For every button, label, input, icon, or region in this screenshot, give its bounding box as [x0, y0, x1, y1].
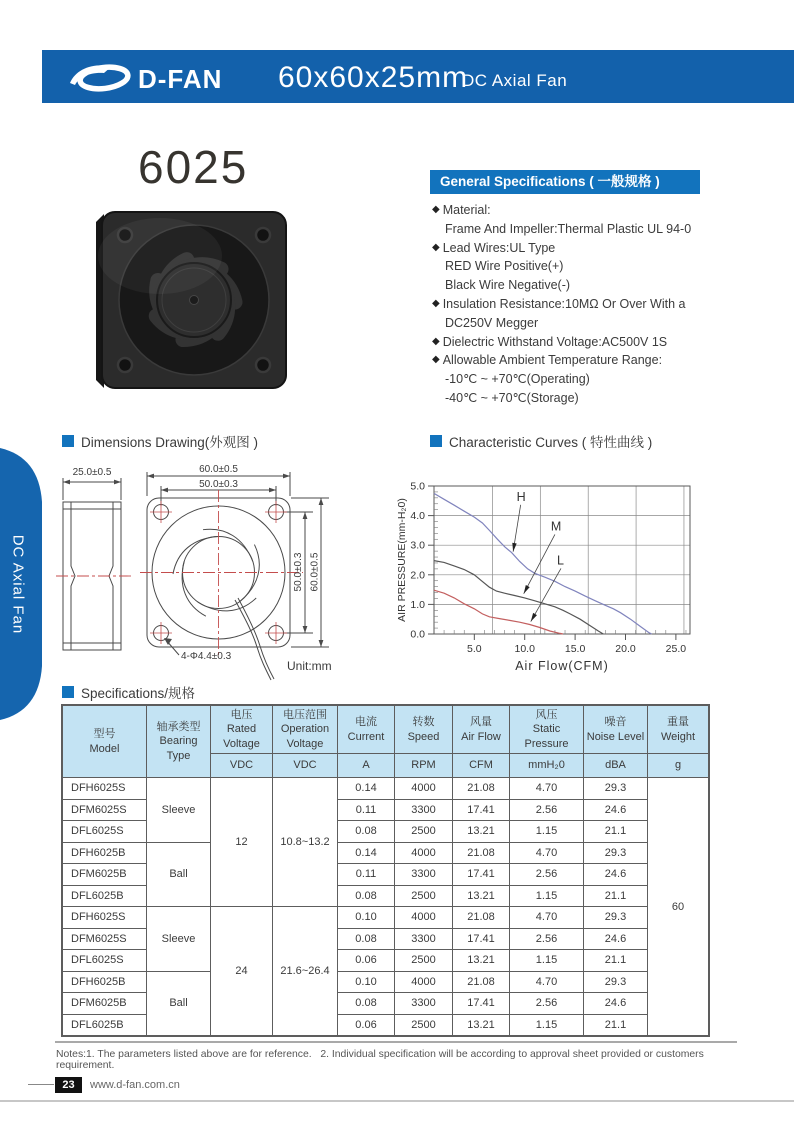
- spec-line: [432, 257, 788, 276]
- col-voltage: 电压 Rated Voltage: [211, 706, 273, 754]
- section-specifications-label: Specifications/规格: [81, 686, 196, 701]
- current-cell: 0.06: [338, 1014, 395, 1036]
- dfan-logo-icon: [68, 60, 134, 94]
- spec-line: [432, 295, 788, 314]
- svg-text:M: M: [550, 519, 562, 534]
- pressure-cell: 1.15: [510, 821, 584, 843]
- noise-cell: 21.1: [584, 885, 648, 907]
- current-cell: 0.10: [338, 971, 395, 993]
- fan-product-photo: [90, 208, 296, 394]
- spec-table-body: [63, 778, 709, 1036]
- spec-line: [432, 351, 788, 370]
- noise-cell: 24.6: [584, 864, 648, 886]
- general-specs-list: [432, 201, 788, 408]
- airflow-cell: 21.08: [453, 778, 510, 800]
- model-cell: DFL6025B: [63, 1014, 147, 1036]
- unit-current: A: [338, 754, 395, 778]
- col-weight: 重量 Weight: [648, 706, 709, 754]
- current-cell: 0.08: [338, 928, 395, 950]
- col-bearing: 轴承类型 Bearing Type: [147, 706, 211, 778]
- model-cell: DFH6025B: [63, 971, 147, 993]
- speed-cell: 4000: [395, 778, 453, 800]
- pressure-cell: 4.70: [510, 842, 584, 864]
- diamond-bullet-icon: ◆: [432, 204, 440, 215]
- col-current: 电流 Current: [338, 706, 395, 754]
- noise-cell: 24.6: [584, 799, 648, 821]
- page-title-size: 60x60x25mm: [278, 61, 469, 94]
- dim-unit: Unit:mm: [287, 659, 332, 673]
- svg-text:AIR PRESSURE(mm-H₂0): AIR PRESSURE(mm-H₂0): [396, 498, 408, 622]
- table-row: [63, 907, 709, 929]
- model-cell: DFH6025S: [63, 907, 147, 929]
- section-bullet-icon: [430, 435, 442, 447]
- col-pressure: 风压 Static Pressure: [510, 706, 584, 754]
- bearing-cell: Ball: [147, 842, 211, 907]
- pressure-cell: 2.56: [510, 928, 584, 950]
- dim-side-width: 25.0±0.5: [72, 467, 112, 478]
- current-cell: 0.08: [338, 821, 395, 843]
- col-speed: 转数 Speed: [395, 706, 453, 754]
- speed-cell: 2500: [395, 1014, 453, 1036]
- header-band: [42, 50, 794, 103]
- section-specifications: [62, 682, 195, 702]
- speed-cell: 4000: [395, 971, 453, 993]
- diamond-bullet-icon: ◆: [432, 354, 440, 366]
- model-cell: DFH6025S: [63, 778, 147, 800]
- model-number-title: 6025: [138, 141, 249, 193]
- svg-text:Air Flow(CFM): Air Flow(CFM): [515, 659, 609, 673]
- airflow-cell: 17.41: [453, 993, 510, 1015]
- diamond-bullet-icon: ◆: [432, 241, 440, 253]
- spec-line-text: -10℃ ~ +70℃(Operating): [445, 372, 590, 387]
- svg-text:2.0: 2.0: [410, 569, 425, 582]
- section-bullet-icon: [62, 686, 74, 698]
- spec-line-text: Insulation Resistance:10MΩ Or Over With a: [442, 296, 686, 311]
- noise-cell: 21.1: [584, 950, 648, 972]
- airflow-cell: 21.08: [453, 842, 510, 864]
- side-tab: [4, 438, 32, 730]
- spec-table: [62, 705, 708, 1036]
- side-tab-label: DC Axial Fan: [9, 534, 27, 634]
- airflow-cell: 17.41: [453, 928, 510, 950]
- notes-line: Notes:1. The parameters listed above are for reference. 2. Individual specification will be according to approval sheet provided or customers requirement.: [56, 1049, 707, 1071]
- spec-line: [432, 314, 788, 333]
- svg-text:25.0: 25.0: [665, 643, 687, 655]
- dim-hole-note: 4-Φ4.4±0.3: [181, 651, 232, 662]
- model-cell: DFL6025S: [63, 950, 147, 972]
- divider-line: [55, 1041, 737, 1043]
- unit-noise: dBA: [584, 754, 648, 778]
- svg-text:3.0: 3.0: [410, 539, 425, 552]
- pressure-cell: 1.15: [510, 885, 584, 907]
- dimensions-drawing: [55, 462, 395, 690]
- bottom-border-line: [0, 1100, 794, 1102]
- section-curves-label: Characteristic Curves ( 特性曲线 ): [449, 435, 653, 450]
- model-cell: DFL6025S: [63, 821, 147, 843]
- unit-voltage: VDC: [211, 754, 273, 778]
- speed-cell: 2500: [395, 821, 453, 843]
- section-dimensions-label: Dimensions Drawing(外观图 ): [81, 435, 259, 450]
- voltage-cell: 24: [211, 907, 273, 1036]
- section-dimensions: [62, 431, 258, 451]
- diamond-bullet-icon: ◆: [432, 335, 440, 347]
- model-cell: DFL6025B: [63, 885, 147, 907]
- spec-line-text: RED Wire Positive(+): [445, 259, 564, 274]
- section-curves: [430, 431, 652, 451]
- pressure-cell: 2.56: [510, 799, 584, 821]
- col-model: 型号 Model: [63, 706, 147, 778]
- model-cell: DFM6025S: [63, 928, 147, 950]
- svg-text:5.0: 5.0: [410, 480, 425, 493]
- brand-name: D-FAN: [138, 64, 223, 94]
- speed-cell: 4000: [395, 907, 453, 929]
- footer-tick-line: [28, 1084, 54, 1085]
- spec-line: [432, 276, 788, 295]
- dim-outer-width: 60.0±0.5: [199, 464, 238, 475]
- spec-line: [432, 239, 788, 258]
- speed-cell: 3300: [395, 993, 453, 1015]
- spec-line-text: -40℃ ~ +70℃(Storage): [445, 390, 579, 405]
- svg-text:10.0: 10.0: [514, 643, 535, 655]
- airflow-cell: 21.08: [453, 971, 510, 993]
- pressure-cell: 2.56: [510, 864, 584, 886]
- unit-range: VDC: [273, 754, 338, 778]
- section-bullet-icon: [62, 435, 74, 447]
- airflow-cell: 21.08: [453, 907, 510, 929]
- svg-text:5.0: 5.0: [467, 643, 482, 655]
- spec-line-text: Frame And Impeller:Thermal Plastic UL 94-0: [445, 221, 692, 236]
- svg-text:H: H: [516, 489, 526, 504]
- pressure-cell: 4.70: [510, 971, 584, 993]
- speed-cell: 2500: [395, 950, 453, 972]
- pressure-cell: 4.70: [510, 778, 584, 800]
- noise-cell: 24.6: [584, 928, 648, 950]
- speed-cell: 3300: [395, 928, 453, 950]
- svg-text:L: L: [556, 553, 564, 568]
- noise-cell: 21.1: [584, 821, 648, 843]
- spec-line-text: Black Wire Negative(-): [445, 278, 571, 293]
- pressure-cell: 1.15: [510, 950, 584, 972]
- spec-line: [432, 370, 788, 389]
- page-title-type: DC Axial Fan: [462, 71, 568, 90]
- current-cell: 0.14: [338, 778, 395, 800]
- model-cell: DFM6025S: [63, 799, 147, 821]
- airflow-cell: 13.21: [453, 1014, 510, 1036]
- svg-text:15.0: 15.0: [564, 643, 586, 655]
- bearing-cell: Ball: [147, 971, 211, 1036]
- noise-cell: 29.3: [584, 971, 648, 993]
- website-text: www.d-fan.com.cn: [90, 1079, 180, 1091]
- speed-cell: 2500: [395, 885, 453, 907]
- svg-text:20.0: 20.0: [615, 643, 636, 655]
- model-cell: DFM6025B: [63, 864, 147, 886]
- airflow-cell: 13.21: [453, 821, 510, 843]
- current-cell: 0.08: [338, 885, 395, 907]
- svg-text:1.0: 1.0: [410, 598, 425, 611]
- table-row: [63, 778, 709, 800]
- table-row: [63, 842, 709, 864]
- current-cell: 0.14: [338, 842, 395, 864]
- noise-cell: 29.3: [584, 778, 648, 800]
- airflow-cell: 17.41: [453, 799, 510, 821]
- range-cell: 10.8~13.2: [273, 778, 338, 907]
- unit-weight: g: [648, 754, 709, 778]
- unit-pressure: mmH₂0: [510, 754, 584, 778]
- spec-line-text: DC250V Megger: [445, 315, 539, 330]
- svg-text:0.0: 0.0: [410, 628, 425, 641]
- current-cell: 0.11: [338, 864, 395, 886]
- diamond-bullet-icon: ◆: [432, 297, 440, 309]
- spec-line: [432, 333, 788, 352]
- pressure-cell: 2.56: [510, 993, 584, 1015]
- model-cell: DFH6025B: [63, 842, 147, 864]
- dim-hole-pitch-h: 50.0±0.3: [199, 479, 238, 490]
- spec-line-text: Dielectric Withstand Voltage:AC500V 1S: [442, 334, 668, 349]
- speed-cell: 4000: [395, 842, 453, 864]
- pressure-cell: 1.15: [510, 1014, 584, 1036]
- spec-line: [432, 389, 788, 408]
- spec-line: [432, 220, 788, 239]
- curves-chart-svg: [392, 464, 794, 686]
- bearing-cell: Sleeve: [147, 778, 211, 843]
- noise-cell: 24.6: [584, 993, 648, 1015]
- airflow-cell: 13.21: [453, 950, 510, 972]
- dim-outer-height: 60.0±0.5: [309, 552, 321, 592]
- current-cell: 0.11: [338, 799, 395, 821]
- table-row: [63, 971, 709, 993]
- noise-cell: 29.3: [584, 842, 648, 864]
- bearing-cell: Sleeve: [147, 907, 211, 972]
- spec-line-text: Lead Wires:UL Type: [442, 240, 556, 255]
- airflow-cell: 17.41: [453, 864, 510, 886]
- noise-cell: 21.1: [584, 1014, 648, 1036]
- col-noise: 噪音 Noise Level: [584, 706, 648, 754]
- range-cell: 21.6~26.4: [273, 907, 338, 1036]
- spec-line: [432, 201, 788, 220]
- weight-cell: 60: [648, 778, 709, 1036]
- col-range: 电压范围 Operation Voltage: [273, 706, 338, 754]
- speed-cell: 3300: [395, 799, 453, 821]
- spec-line-text: Material:: [442, 203, 491, 217]
- svg-text:4.0: 4.0: [410, 510, 425, 523]
- current-cell: 0.08: [338, 993, 395, 1015]
- model-cell: DFM6025B: [63, 993, 147, 1015]
- page-number-badge: 23: [55, 1077, 82, 1093]
- spec-line-text: Allowable Ambient Temperature Range:: [442, 353, 663, 368]
- col-airflow: 风量 Air Flow: [453, 706, 510, 754]
- dim-hole-pitch-v: 50.0±0.3: [293, 552, 304, 592]
- voltage-cell: 12: [211, 778, 273, 907]
- current-cell: 0.10: [338, 907, 395, 929]
- general-specs-title-bar: General Specifications ( 一般规格 ): [430, 170, 700, 194]
- speed-cell: 3300: [395, 864, 453, 886]
- unit-speed: RPM: [395, 754, 453, 778]
- airflow-cell: 13.21: [453, 885, 510, 907]
- current-cell: 0.06: [338, 950, 395, 972]
- pressure-cell: 4.70: [510, 907, 584, 929]
- unit-airflow: CFM: [453, 754, 510, 778]
- noise-cell: 29.3: [584, 907, 648, 929]
